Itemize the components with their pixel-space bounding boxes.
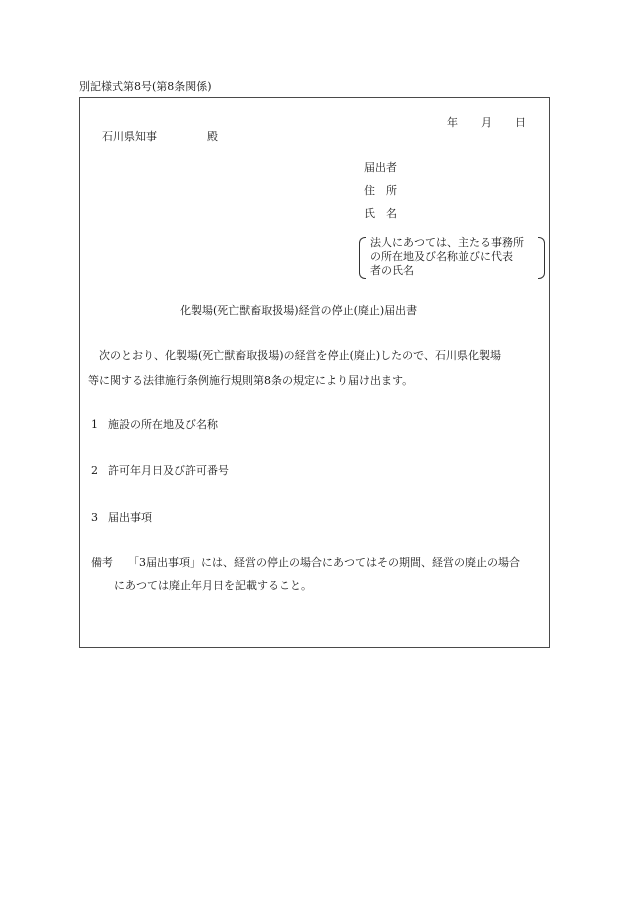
left-bracket bbox=[359, 237, 366, 279]
remarks-label: 備考 bbox=[91, 556, 113, 569]
name-label: 氏 名 bbox=[364, 207, 397, 220]
body-line-2: 等に関する法律施行条例施行規則第8条の規定により届け出ます。 bbox=[88, 374, 414, 387]
addressee-honorific: 殿 bbox=[207, 130, 218, 143]
item-label-notification: 届出事項 bbox=[108, 511, 152, 524]
document-title: 化製場(死亡獣畜取扱場)経営の停止(廃止)届出書 bbox=[180, 304, 418, 317]
note-line-1: 法人にあつては、主たる事務所 bbox=[370, 236, 524, 249]
remarks-line-2: にあつては廃止年月日を記載すること。 bbox=[114, 579, 312, 592]
note-line-2: の所在地及び名称並びに代表 bbox=[370, 250, 513, 263]
corporation-note bbox=[359, 235, 549, 281]
date-day-label: 日 bbox=[515, 116, 526, 129]
note-line-3: 者の氏名 bbox=[370, 264, 414, 277]
right-bracket bbox=[538, 237, 545, 279]
date-month-label: 月 bbox=[481, 116, 492, 129]
form-number-label: 別記様式第8号(第8条関係) bbox=[79, 80, 212, 93]
date-year-label: 年 bbox=[447, 116, 458, 129]
item-number: 3 bbox=[91, 511, 98, 524]
addressee-name: 石川県知事 bbox=[102, 130, 157, 143]
item-label-location: 施設の所在地及び名称 bbox=[108, 418, 218, 431]
address-label: 住 所 bbox=[364, 184, 397, 197]
body-line-1: 次のとおり、化製場(死亡獣畜取扱場)の経営を停止(廃止)したので、石川県化製場 bbox=[88, 349, 501, 362]
item-label-permit: 許可年月日及び許可番号 bbox=[108, 464, 229, 477]
item-number: 1 bbox=[91, 418, 98, 431]
remarks-line-1: 「3届出事項」には、経営の停止の場合にあつてはその期間、経営の廃止の場合 bbox=[128, 556, 520, 569]
item-number: 2 bbox=[91, 464, 98, 477]
notifier-label: 届出者 bbox=[364, 161, 397, 174]
